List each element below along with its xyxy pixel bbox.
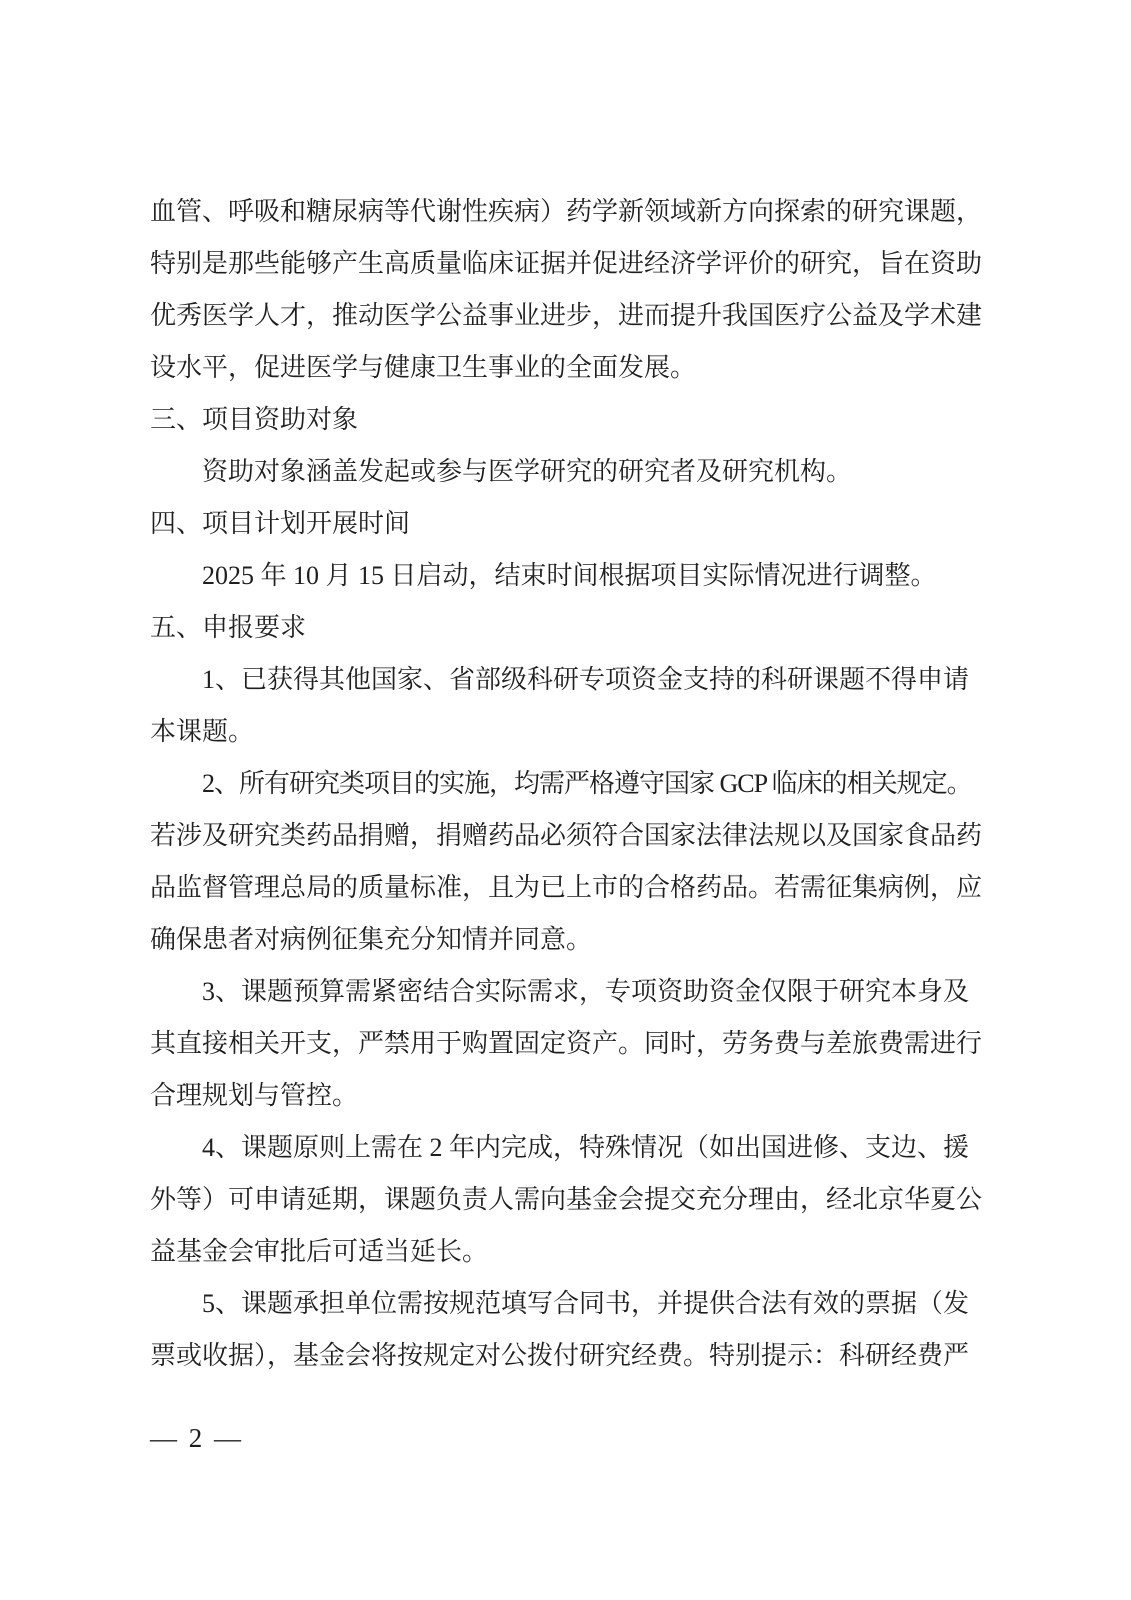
- section-heading: 三、项目资助对象: [150, 405, 359, 434]
- text-line: 若涉及研究类药品捐赠，捐赠药品必须符合国家法律法规以及国家食品药: [150, 821, 983, 850]
- text-line: 2025 年 10 月 15 日启动，结束时间根据项目实际情况进行调整。: [202, 561, 937, 590]
- text-line: 品监督管理总局的质量标准，且为已上市的合格药品。若需征集病例，应: [150, 873, 983, 902]
- text-line: 特别是那些能够产生高质量临床证据并促进经济学评价的研究，旨在资助: [150, 249, 983, 278]
- text-line: 血管、呼吸和糖尿病等代谢性疾病）药学新领域新方向探索的研究课题，: [150, 197, 983, 226]
- text-line: 资助对象涵盖发起或参与医学研究的研究者及研究机构。: [202, 457, 853, 486]
- text-line: 优秀医学人才，推动医学公益事业进步，进而提升我国医疗公益及学术建: [150, 301, 983, 330]
- section-heading: 五、申报要求: [150, 613, 307, 642]
- document-body: [150, 186, 988, 1382]
- section-heading: 四、项目计划开展时间: [150, 509, 411, 538]
- text-line: 外等）可申请延期，课题负责人需向基金会提交充分理由，经北京华夏公: [150, 1185, 983, 1214]
- text-line: 益基金会审批后可适当延长。: [150, 1237, 489, 1266]
- text-line: 2、所有研究类项目的实施，均需严格遵守国家 GCP 临床的相关规定。: [202, 769, 972, 798]
- text-line: 确保患者对病例征集充分知情并同意。: [150, 925, 593, 954]
- text-line: 设水平，促进医学与健康卫生事业的全面发展。: [150, 353, 697, 382]
- page-number: — 2 —: [150, 1423, 241, 1453]
- text-line: 5、课题承担单位需按规范填写合同书，并提供合法有效的票据（发: [202, 1289, 970, 1318]
- text-line: 票或收据），基金会将按规定对公拨付研究经费。特别提示：科研经费严: [150, 1341, 970, 1370]
- text-line: 本课题。: [150, 717, 255, 746]
- text-line: 其直接相关开支，严禁用于购置固定资产。同时，劳务费与差旅费需进行: [150, 1029, 983, 1058]
- text-line: 3、课题预算需紧密结合实际需求，专项资助资金仅限于研究本身及: [202, 977, 970, 1006]
- text-line: 合理规划与管控。: [150, 1081, 359, 1110]
- text-line: 4、课题原则上需在 2 年内完成，特殊情况（如出国进修、支边、援: [202, 1133, 970, 1162]
- text-line: 1、已获得其他国家、省部级科研专项资金支持的科研课题不得申请: [202, 665, 970, 694]
